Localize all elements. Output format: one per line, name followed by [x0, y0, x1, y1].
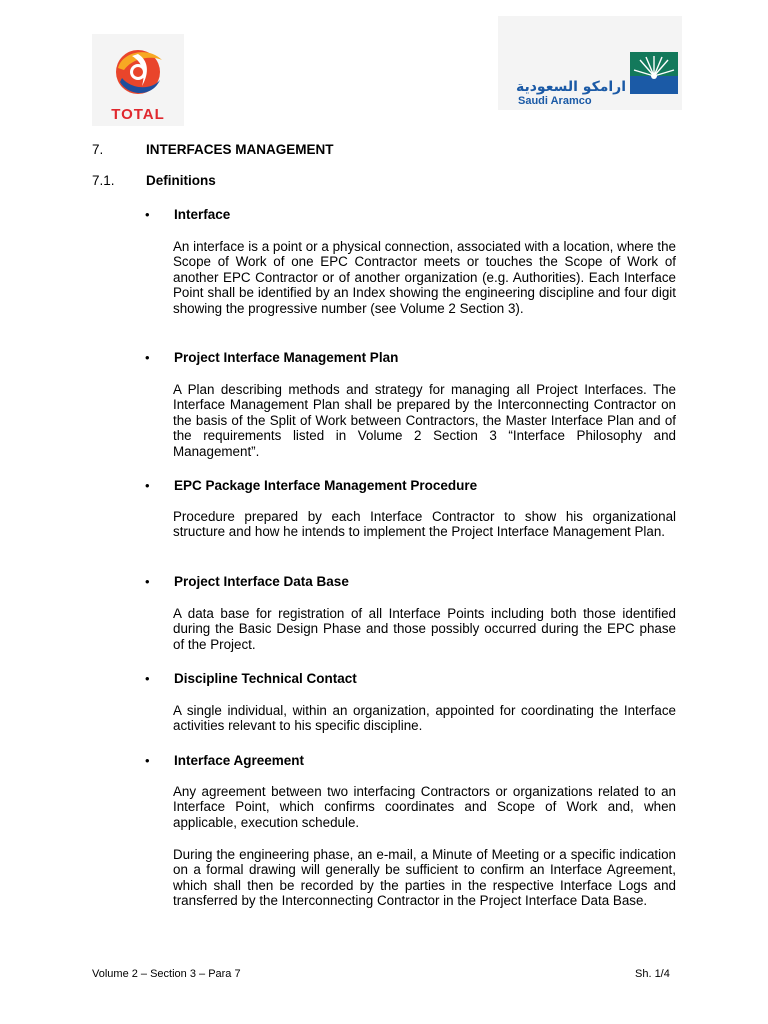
definition-paragraph: An interface is a point or a physical connection, associated with a location, where the Scope of Work of one EPC Contractor meets or touches the Scope of Work of another EPC Contractor or of another organization (e.g. Authorities). Each Interface Point shall be identified by an Index showing the engineering discipline and four digit showing the progressive number (see Volume 2 Section 3). — [173, 239, 676, 316]
subsection-number: 7.1. — [92, 173, 115, 188]
total-logo-text: TOTAL — [111, 106, 165, 123]
definition-term: Discipline Technical Contact — [174, 671, 357, 686]
total-emblem-icon — [108, 42, 168, 104]
footer-sheet-number: Sh. 1/4 — [635, 968, 670, 980]
footer-reference: Volume 2 – Section 3 – Para 7 — [92, 968, 241, 980]
subsection-title: Definitions — [146, 173, 216, 188]
total-logo — [92, 34, 184, 126]
definition-paragraph: A data base for registration of all Interface Points including both those identified during the Basic Design Phase and those possibly occurred during the EPC phase of the Project. — [173, 606, 676, 652]
section-number: 7. — [92, 142, 104, 157]
definition-paragraph: During the engineering phase, an e-mail, a Minute of Meeting or a specific indication on a formal drawing will generally be sufficient to confirm an Interface Agreement, which shall then be recorded by the parties in the respective Interface Logs and transferred by the Interconnecting Contractor in the Project Interface Data Base. — [173, 847, 676, 909]
definition-paragraph: A single individual, within an organization, appointed for coordinating the Interface activities relevant to his specific discipline. — [173, 703, 676, 734]
saudi-aramco-logo — [498, 16, 682, 110]
definition-term: Project Interface Management Plan — [174, 350, 399, 365]
section-title: INTERFACES MANAGEMENT — [146, 142, 334, 157]
bullet-marker: • — [145, 350, 150, 365]
definition-term: EPC Package Interface Management Procedure — [174, 478, 478, 493]
definition-term: Project Interface Data Base — [174, 574, 349, 589]
bullet-marker: • — [145, 574, 150, 589]
bullet-marker: • — [145, 207, 150, 222]
bullet-marker: • — [145, 671, 150, 686]
saudi-aramco-arabic-text: ارامكو السعودية — [516, 79, 627, 95]
bullet-marker: • — [145, 478, 150, 493]
definition-paragraph: Procedure prepared by each Interface Contractor to show his organizational structure and how he intends to implement the Project Interface Management Plan. — [173, 509, 676, 540]
definition-term: Interface Agreement — [174, 753, 305, 768]
definition-term: Interface — [174, 207, 231, 222]
bullet-marker: • — [145, 753, 150, 768]
saudi-aramco-latin-text: Saudi Aramco — [518, 95, 592, 107]
definition-paragraph: Any agreement between two interfacing Contractors or organizations related to an Interface Point, which confirms coordinates and Scope of Work and, when applicable, execution schedule. — [173, 784, 676, 830]
aramco-emblem-icon — [630, 52, 678, 94]
definition-paragraph: A Plan describing methods and strategy for managing all Project Interfaces. The Interface Management Plan shall be prepared by the Interconnecting Contractor on the basis of the Split of Work between Contractors, the Master Interface Plan and of the requirements listed in Volume 2 Section 3 “Interface Philosophy and Management”. — [173, 382, 676, 459]
